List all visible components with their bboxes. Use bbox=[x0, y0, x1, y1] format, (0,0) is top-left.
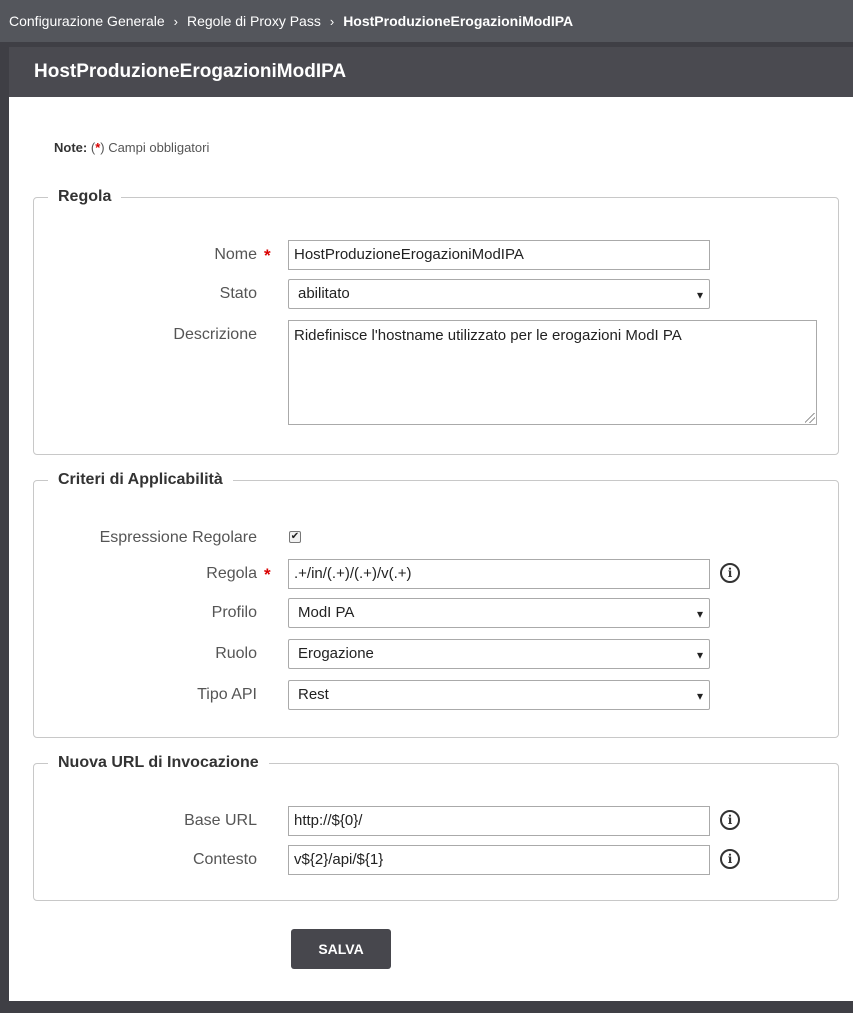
contesto-input[interactable]: v${2}/api/${1} bbox=[288, 845, 710, 875]
row-stato bbox=[34, 279, 840, 309]
note-required-star: * bbox=[95, 140, 101, 155]
profilo-label: Profilo bbox=[211, 604, 257, 621]
required-note bbox=[54, 140, 209, 155]
save-button[interactable]: SALVA bbox=[291, 929, 391, 969]
row-espressione-regolare bbox=[34, 523, 840, 553]
espressione-regolare-checkbox[interactable]: ✔ bbox=[290, 531, 300, 542]
row-regola bbox=[34, 559, 840, 589]
ruolo-select-value: Erogazione bbox=[298, 645, 374, 662]
row-descrizione bbox=[34, 320, 840, 350]
section-nuova-url-legend: Nuova URL di Invocazione bbox=[58, 754, 259, 771]
tipo-api-select-value: Rest bbox=[298, 686, 329, 703]
nome-label: Nome bbox=[214, 246, 257, 263]
descrizione-label: Descrizione bbox=[173, 326, 257, 343]
breadcrumb bbox=[0, 0, 853, 42]
descrizione-value: Ridefinisce l'hostname utilizzato per le erogazioni ModI PA bbox=[294, 327, 682, 344]
nome-input[interactable]: HostProduzioneErogazioniModIPA bbox=[288, 240, 710, 270]
base-url-info-icon[interactable]: i bbox=[720, 810, 740, 830]
row-profilo bbox=[34, 598, 840, 628]
descrizione-textarea[interactable] bbox=[288, 320, 817, 425]
base-url-label: Base URL bbox=[184, 812, 257, 829]
row-base-url bbox=[34, 806, 840, 836]
stato-label: Stato bbox=[219, 285, 257, 302]
section-regola bbox=[33, 188, 839, 455]
profilo-select-value: ModI PA bbox=[298, 604, 355, 621]
contesto-info-icon[interactable]: i bbox=[720, 849, 740, 869]
row-ruolo bbox=[34, 639, 840, 669]
base-url-input[interactable]: http://${0}/ bbox=[288, 806, 710, 836]
note-open: ( bbox=[90, 140, 96, 155]
section-regola-legend: Regola bbox=[58, 188, 112, 205]
page-title: HostProduzioneErogazioniModIPA bbox=[9, 47, 853, 97]
resize-handle-icon[interactable] bbox=[805, 413, 815, 423]
regola-label: Regola bbox=[206, 565, 257, 582]
section-nuova-url bbox=[33, 754, 839, 901]
nome-required-star: * bbox=[264, 246, 271, 265]
tipo-api-select[interactable] bbox=[288, 680, 710, 710]
tipo-api-label: Tipo API bbox=[197, 686, 257, 703]
row-nome bbox=[34, 240, 840, 270]
breadcrumb-separator-icon: › bbox=[329, 13, 335, 29]
regola-info-icon[interactable]: i bbox=[720, 563, 740, 583]
profilo-select[interactable] bbox=[288, 598, 710, 628]
regola-required-star: * bbox=[264, 565, 271, 584]
ruolo-label: Ruolo bbox=[215, 645, 257, 662]
form-panel bbox=[9, 97, 853, 1001]
regola-input[interactable]: .+/in/(.+)/(.+)/v(.+) bbox=[288, 559, 710, 589]
section-criteri-legend: Criteri di Applicabilità bbox=[58, 471, 223, 488]
ruolo-select[interactable] bbox=[288, 639, 710, 669]
breadcrumb-current: HostProduzioneErogazioniModIPA bbox=[343, 13, 574, 29]
breadcrumb-link-regole-proxy-pass[interactable]: Regole di Proxy Pass bbox=[187, 13, 321, 29]
row-tipo-api bbox=[34, 680, 840, 710]
note-label: Note: bbox=[54, 140, 88, 155]
note-text: ) Campi obbligatori bbox=[100, 140, 210, 155]
stato-select[interactable] bbox=[288, 279, 710, 309]
contesto-label: Contesto bbox=[192, 851, 257, 868]
breadcrumb-separator-icon: › bbox=[173, 13, 178, 29]
section-criteri bbox=[33, 471, 839, 738]
row-contesto bbox=[34, 845, 840, 875]
espressione-regolare-label: Espressione Regolare bbox=[99, 529, 257, 546]
breadcrumb-link-configurazione-generale[interactable]: Configurazione Generale bbox=[9, 13, 165, 29]
stato-select-value: abilitato bbox=[298, 285, 350, 302]
